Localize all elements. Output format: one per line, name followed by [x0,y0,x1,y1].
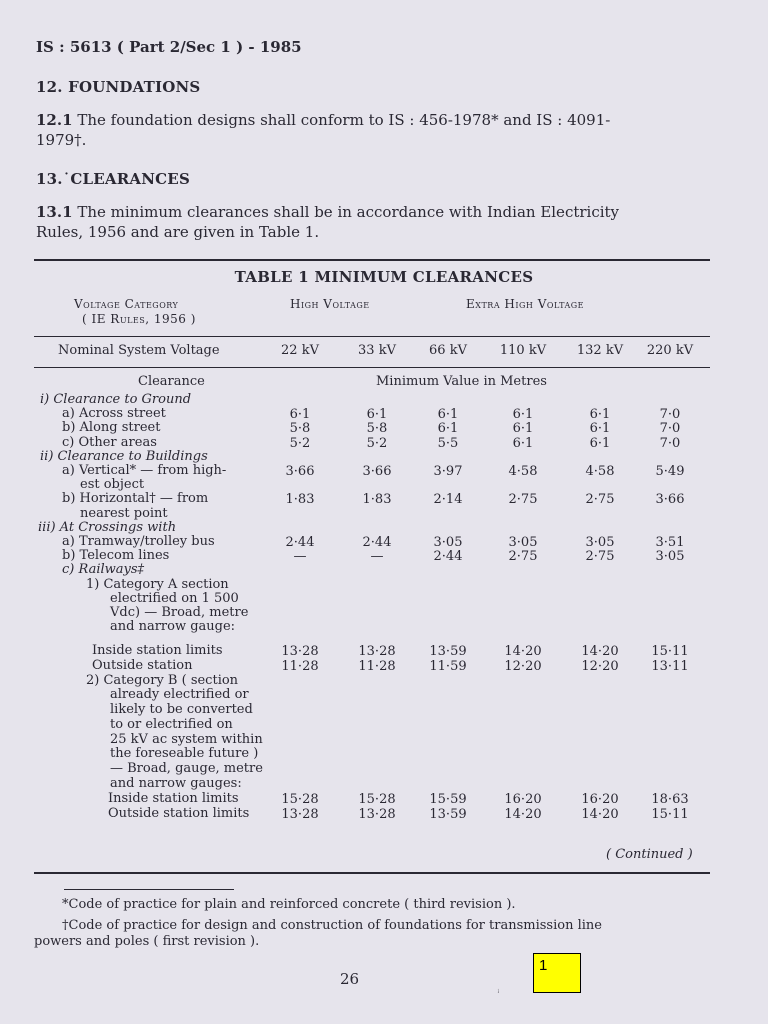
row-value: 2·75 [585,549,615,564]
row-value: 7·0 [659,421,681,436]
row-value: 15·28 [358,792,396,807]
section-13-1-text-b: Rules, 1956 and are given in Table 1. [36,223,320,241]
row-label: and narrow gauge: [110,619,236,634]
row-value: 11·28 [358,659,396,674]
footnote-star: *Code of practice for plain and reinforced concrete ( third revision ). [62,897,516,912]
row-value: 13·28 [281,807,319,822]
voltage-66kv: 66 kV [429,343,467,358]
continued-note: ( Continued ) [606,847,693,862]
row-value: 14·20 [504,807,542,822]
row-value: — [370,549,384,564]
row-value: 18·63 [651,792,689,807]
row-label: 2) Category B ( section [86,673,239,688]
row-value: 3·05 [655,549,685,564]
section-13-heading: 13.˙CLEARANCES [36,170,190,188]
min-value-label: Minimum Value in Metres [376,374,547,389]
voltage-220kv: 220 kV [646,343,694,358]
section-12-1-text-b: 1979†. [36,131,87,149]
row-label: to or electrified on [110,717,233,732]
table-title: TABLE 1 MINIMUM CLEARANCES [234,268,534,286]
row-value: 5·5 [437,436,459,451]
header-voltage-category: Voltage Category [74,297,179,311]
table-top-rule [34,259,710,261]
row-label: already electrified or [110,687,249,702]
footnote-dagger-line-1: †Code of practice for design and construction of foundations for transmission line [62,918,602,933]
section-12-1-paragraph [36,110,716,150]
row-label: electrified on 1 500 [110,591,239,606]
row-label: b) Horizontal† — from [62,491,209,506]
row-label: Outside station limits [108,806,250,821]
row-value: 13·28 [358,807,396,822]
row-value: 6·1 [589,407,611,422]
row-value: 6·1 [589,421,611,436]
row-value: 6·1 [366,407,388,422]
section-12-1-number: 12.1 [36,111,73,129]
row-value: 16·20 [581,792,619,807]
page-badge: 1 [533,953,581,993]
row-label: iii) At Crossings with [38,520,177,535]
row-label: and narrow gauges: [110,776,242,791]
row-value: 15·59 [429,792,467,807]
row-value: 4·58 [585,464,615,479]
row-value: 3·05 [433,535,463,550]
row-value: 5·2 [289,436,311,451]
row-value: 15·11 [651,644,689,659]
header-rule-1 [34,336,710,337]
stray-mark: ꜟ [497,985,500,996]
header-rule-2 [34,367,710,368]
row-label: i) Clearance to Ground [40,392,192,407]
footnote-separator [64,889,234,890]
section-13-1-text-a: The minimum clearances shall be in accordance with Indian Electricity [77,203,620,221]
standard-reference: IS : 5613 ( Part 2/Sec 1 ) - 1985 [36,38,302,56]
row-value: 3·66 [655,492,685,507]
clearance-column-label: Clearance [138,374,205,389]
row-value: 15·28 [281,792,319,807]
row-value: 2·75 [585,492,615,507]
row-value: 2·75 [508,549,538,564]
row-value: 16·20 [504,792,542,807]
row-value: 3·97 [433,464,463,479]
row-value: 12·20 [581,659,619,674]
section-12-1-text-a: The foundation designs shall conform to IS : 456-1978* and IS : 4091- [77,111,611,129]
voltage-110kv: 110 kV [499,343,547,358]
row-value: 3·05 [585,535,615,550]
page-number: 26 [340,970,360,988]
row-value: 3·51 [655,535,685,550]
header-high-voltage: High Voltage [290,297,370,311]
row-label: 25 kV ac system within [110,732,263,747]
row-label: ii) Clearance to Buildings [40,449,208,464]
row-value: — [293,549,307,564]
row-value: 6·1 [437,421,459,436]
row-value: 14·20 [581,807,619,822]
row-value: 13·28 [358,644,396,659]
row-value: 14·20 [504,644,542,659]
row-label: 1) Category A section [86,577,229,592]
row-value: 6·1 [437,407,459,422]
row-value: 2·44 [433,549,463,564]
row-label: c) Railways‡ [62,562,145,577]
voltage-33kv: 33 kV [358,343,396,358]
row-label: b) Telecom lines [62,548,170,563]
row-value: 6·1 [512,407,534,422]
row-value: 4·58 [508,464,538,479]
row-value: 13·59 [429,807,467,822]
row-label: b) Along street [62,420,161,435]
row-label: the foreseable future ) [110,746,259,761]
row-value: 12·20 [504,659,542,674]
section-13-1-number: 13.1 [36,203,73,221]
row-value: 13·11 [651,659,689,674]
row-value: 15·11 [651,807,689,822]
row-label: a) Tramway/trolley bus [62,534,215,549]
row-label: est object [80,477,145,492]
row-value: 7·0 [659,436,681,451]
row-value: 3·66 [362,464,392,479]
row-label: Outside station [92,658,193,673]
header-extra-high-voltage: Extra High Voltage [466,297,585,311]
row-value: 6·1 [512,421,534,436]
row-value: 3·05 [508,535,538,550]
nominal-voltage-label: Nominal System Voltage [58,343,220,358]
row-value: 2·44 [285,535,315,550]
voltage-22kv: 22 kV [281,343,319,358]
row-label: — Broad, gauge, metre [110,761,263,776]
row-label: Inside station limits [108,791,239,806]
row-value: 7·0 [659,407,681,422]
row-value: 13·59 [429,644,467,659]
row-value: 13·28 [281,644,319,659]
voltage-132kv: 132 kV [576,343,624,358]
row-value: 2·14 [433,492,463,507]
row-label: Inside station limits [92,643,223,658]
row-value: 5·2 [366,436,388,451]
section-13-1-paragraph [36,202,716,242]
row-value: 14·20 [581,644,619,659]
row-value: 5·8 [289,421,311,436]
row-label: nearest point [80,506,168,521]
table-bottom-rule [34,872,710,874]
section-12-heading: 12. FOUNDATIONS [36,78,201,96]
row-value: 3·66 [285,464,315,479]
row-value: 6·1 [589,436,611,451]
row-label: Vdc) — Broad, metre [110,605,249,620]
row-label: a) Across street [62,406,166,421]
row-value: 2·75 [508,492,538,507]
row-value: 6·1 [289,407,311,422]
row-value: 11·28 [281,659,319,674]
row-value: 5·8 [366,421,388,436]
row-value: 1·83 [362,492,392,507]
row-label: a) Vertical* — from high- [62,463,227,478]
row-value: 2·44 [362,535,392,550]
row-label: c) Other areas [62,435,157,450]
row-value: 5·49 [655,464,685,479]
row-value: 11·59 [429,659,467,674]
footnote-dagger-line-2: powers and poles ( first revision ). [34,934,260,949]
row-label: likely to be converted [110,702,253,717]
header-ie-rules: ( IE Rules, 1956 ) [82,312,196,326]
row-value: 6·1 [512,436,534,451]
row-value: 1·83 [285,492,315,507]
